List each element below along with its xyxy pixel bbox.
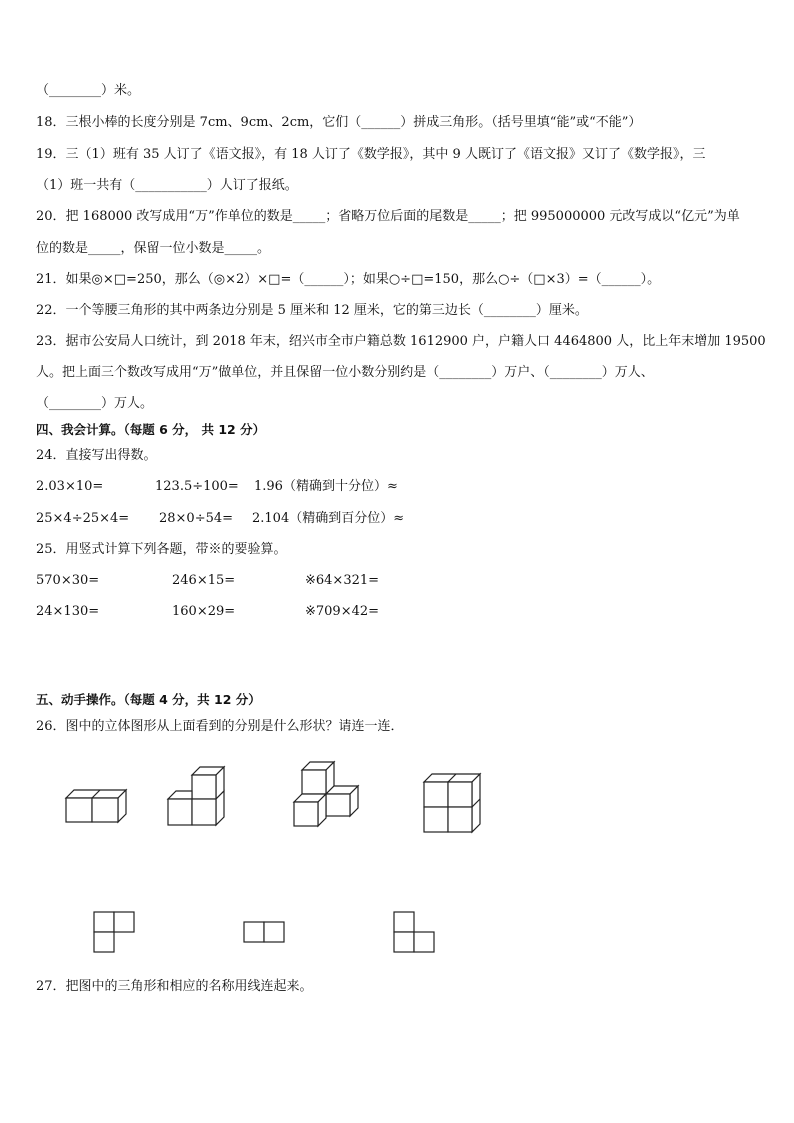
question-23-line2: 人。把上面三个数改写成用“万”做单位，并且保留一位小数分别约是（________）万户、（________）万人、 [36,365,654,380]
question-22: 22．一个等腰三角形的其中两条边分别是 5 厘米和 12 厘米，它的第三边长（________）厘米。 [36,303,588,318]
question-24: 24．直接写出得数。 [36,448,157,463]
question-20-line1: 20．把 168000 改写成用“万”作单位的数是_____；省略万位后面的尾数是_____；把 995000000 元改写成以“亿元”为单 [36,209,740,224]
question-27: 27．把图中的三角形和相应的名称用线连起来。 [36,979,313,994]
q25-item: ※64×321= [305,573,380,588]
q25-item: 160×29= [172,604,236,619]
q24-item: 123.5÷100= [155,479,239,494]
question-25: 25．用竖式计算下列各题，带※的要验算。 [36,542,287,557]
q24-item: 25×4÷25×4= [36,511,130,526]
question-19-line2: （1）班一共有（___________）人订了报纸。 [36,178,298,193]
question-23-line1: 23．据市公安局人口统计，到 2018 年末，绍兴市全市户籍总数 1612900 户，户籍人口 4464800 人，比上年末增加 19500 [36,334,766,349]
q25-item: 246×15= [172,573,236,588]
section-4-heading: 四、我会计算。（每题 6 分， 共 12 分） [36,422,266,437]
q24-item: 2.03×10= [36,479,104,494]
question-20-line2: 位的数是_____，保留一位小数是_____。 [36,241,271,256]
q24-item: 2.104（精确到百分位）≈ [252,511,405,526]
q25-item: 24×130= [36,604,100,619]
q24-item: 1.96（精确到十分位）≈ [254,479,398,494]
q25-item: 570×30= [36,573,100,588]
question-23-line3: （________）万人。 [36,396,154,411]
question-18: 18．三根小棒的长度分别是 7cm、9cm、2cm，它们（______）拼成三角形。（括号里填“能”或“不能”） [36,115,642,130]
section-5-heading: 五、动手操作。（每题 4 分，共 12 分） [36,692,261,707]
question-19-line1: 19．三（1）班有 35 人订了《语文报》，有 18 人订了《数学报》，其中 9 人既订了《语文报》又订了《数学报》，三 [36,147,706,162]
question-21: 21．如果◎×□=250，那么（◎×2）×□=（______）；如果○÷□=150，那么○÷（□×3）=（______）。 [36,272,661,287]
q24-item: 28×0÷54= [159,511,234,526]
line-blank-meter: （________）米。 [36,83,141,98]
question-26: 26．图中的立体图形从上面看到的分别是什么形状？请连一连． [36,719,404,734]
q25-item: ※709×42= [305,604,380,619]
